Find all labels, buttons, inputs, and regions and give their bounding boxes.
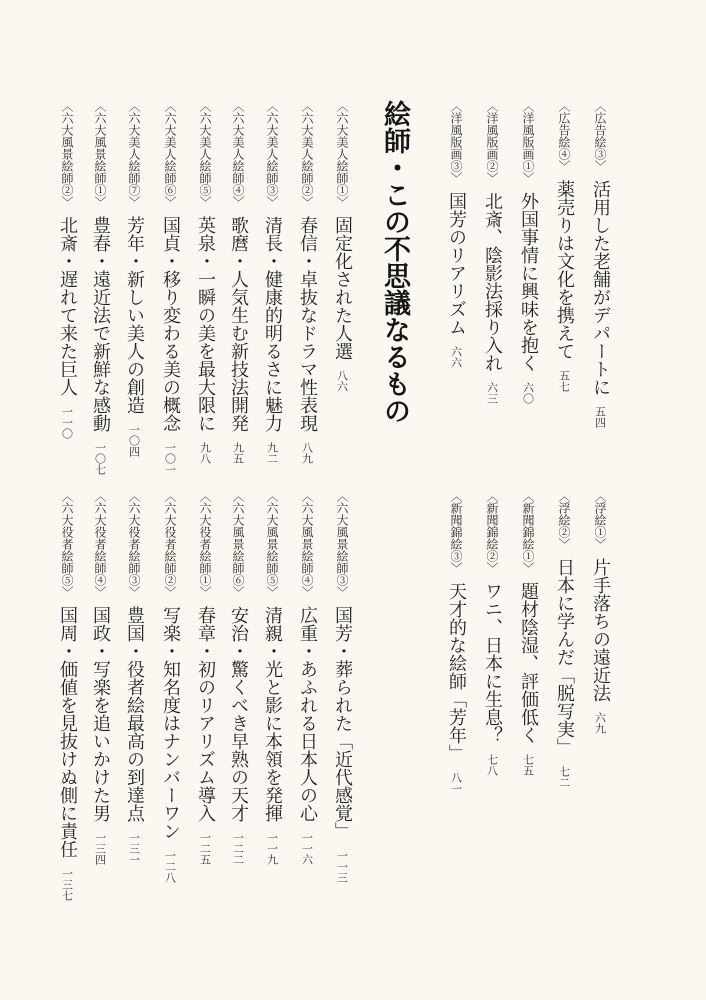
entry-page-number: 九五 (231, 442, 245, 464)
entry-title: 題材陰湿、評価低く (518, 582, 539, 744)
entry-title: 国芳のリアリズム (446, 192, 467, 336)
entry-title: 国貞・移り変わる美の概念 (160, 216, 181, 432)
entry-page-number: 一三四 (93, 832, 107, 865)
entry-category-label: 〈六大美人絵師⑥〉 (163, 100, 177, 208)
entry-title: 春章・初のリアリズム導入 (195, 606, 216, 822)
entry-page-number: 九八 (198, 442, 212, 464)
entry-page-number: 八一 (449, 772, 463, 794)
entry-title: 英泉・一瞬の美を最大限に (195, 216, 216, 432)
entry-page-number: 一一六 (300, 832, 314, 865)
entry-page-number: 一一〇 (60, 406, 74, 439)
entry-category-label: 〈新聞錦絵①〉 (521, 490, 535, 574)
entry-title: 活用した老舗がデパートに (590, 180, 611, 396)
entry-title: 豊国・役者絵最高の到達点 (124, 606, 145, 822)
toc-entry (441, 100, 471, 368)
entry-page-number: 一二二 (231, 832, 245, 865)
entry-page-number: 一三七 (60, 868, 74, 901)
toc-entry (585, 490, 615, 734)
entry-category-label: 〈六大美人絵師②〉 (300, 100, 314, 208)
toc-entry (52, 490, 82, 901)
entry-title: 国周・価値を見抜けぬ側に責任 (57, 606, 78, 858)
entry-title: 片手落ちの遠近法 (590, 558, 611, 702)
entry-category-label: 〈洋風版画③〉 (449, 100, 463, 184)
entry-category-label: 〈六大風景絵師②〉 (60, 100, 74, 208)
entry-category-label: 〈六大美人絵師③〉 (265, 100, 279, 208)
entry-page-number: 一〇一 (163, 442, 177, 475)
entry-category-label: 〈浮絵②〉 (557, 490, 571, 550)
toc-entry (549, 490, 579, 788)
entry-page-number: 五七 (557, 370, 571, 392)
entry-title: 国政・写楽を追いかけた男 (90, 606, 111, 822)
toc-entry (292, 100, 322, 464)
entry-category-label: 〈六大風景絵師①〉 (93, 100, 107, 208)
toc-entry (85, 490, 115, 865)
entry-category-label: 〈六大風景絵師⑤〉 (265, 490, 279, 598)
toc-entry (257, 490, 287, 865)
entry-page-number: 一一九 (265, 832, 279, 865)
toc-entry (190, 490, 220, 865)
entry-page-number: 六〇 (521, 382, 535, 404)
toc-entry (513, 490, 543, 776)
entry-title: 清長・健康的明るさに魅力 (262, 216, 283, 432)
toc-entry (155, 490, 185, 883)
entry-category-label: 〈六大風景絵師⑥〉 (231, 490, 245, 598)
entry-category-label: 〈六大風景絵師③〉 (335, 490, 349, 598)
entry-page-number: 一三一 (127, 832, 141, 865)
entry-page-number: 八九 (300, 442, 314, 464)
entry-title: 北斎、陰影法採り入れ (482, 192, 503, 372)
entry-category-label: 〈六大美人絵師④〉 (231, 100, 245, 208)
entry-page-number: 一二八 (163, 850, 177, 883)
entry-title: 豊春・遠近法で新鮮な感動 (90, 216, 111, 432)
entry-category-label: 〈洋風版画②〉 (485, 100, 499, 184)
toc-entry (327, 490, 357, 883)
toc-entry (85, 100, 115, 475)
entry-page-number: 九二 (265, 442, 279, 464)
entry-category-label: 〈六大役者絵師④〉 (93, 490, 107, 598)
toc-entry (155, 100, 185, 475)
toc-entry (190, 100, 220, 464)
entry-title: 国芳・葬られた「近代感覚」 (332, 606, 353, 840)
entry-category-label: 〈六大役者絵師③〉 (127, 490, 141, 598)
entry-page-number: 七五 (521, 754, 535, 776)
toc-entry (477, 490, 507, 776)
entry-category-label: 〈洋風版画①〉 (521, 100, 535, 184)
toc-entry (257, 100, 287, 464)
entry-title: ワニ、日本に生息？ (482, 582, 503, 744)
entry-category-label: 〈広告絵③〉 (593, 100, 607, 172)
entry-title: 広重・あふれる日本人の心 (297, 606, 318, 822)
toc-entry (549, 100, 579, 392)
entry-page-number: 七二 (557, 766, 571, 788)
entry-title: 安治・驚くべき早熟の天才 (228, 606, 249, 822)
entry-category-label: 〈六大美人絵師①〉 (335, 100, 349, 208)
entry-category-label: 〈広告絵④〉 (557, 100, 571, 172)
entry-title: 日本に学んだ「脱写実」 (554, 558, 575, 756)
entry-page-number: 六六 (449, 346, 463, 368)
entry-page-number: 八六 (335, 370, 349, 392)
entry-title: 写楽・知名度はナンバーワン (160, 606, 181, 840)
entry-title: 歌麿・人気生む新技法開発 (228, 216, 249, 432)
entry-category-label: 〈六大風景絵師④〉 (300, 490, 314, 598)
entry-page-number: 一〇七 (93, 442, 107, 475)
entry-category-label: 〈六大役者絵師⑤〉 (60, 490, 74, 598)
entry-page-number: 一〇四 (127, 424, 141, 457)
toc-entry (223, 100, 253, 464)
toc-entry (223, 490, 253, 865)
entry-page-number: 一二五 (198, 832, 212, 865)
entry-title: 外国事情に興味を抱く (518, 192, 539, 372)
toc-entry (52, 100, 82, 439)
entry-page-number: 六三 (485, 382, 499, 404)
entry-page-number: 六九 (593, 712, 607, 734)
toc-entry (119, 100, 149, 457)
entry-title: 固定化された人選 (332, 216, 353, 360)
toc-entry (119, 490, 149, 865)
entry-page-number: 五四 (593, 406, 607, 428)
entry-category-label: 〈六大役者絵師①〉 (198, 490, 212, 598)
entry-title: 清親・光と影に本領を発揮 (262, 606, 283, 822)
entry-category-label: 〈六大美人絵師⑦〉 (127, 100, 141, 208)
entry-page-number: 一一三 (335, 850, 349, 883)
entry-page-number: 七八 (485, 754, 499, 776)
entry-title: 天才的な絵師「芳年」 (446, 582, 467, 762)
toc-entry (477, 100, 507, 404)
toc-entry (441, 490, 471, 794)
entry-title: 北斎・遅れて来た巨人 (57, 216, 78, 396)
entry-category-label: 〈六大役者絵師②〉 (163, 490, 177, 598)
toc-entry (292, 490, 322, 865)
section-title: 絵師・この不思議なるもの (379, 100, 410, 424)
toc-entry (513, 100, 543, 404)
toc-entry (327, 100, 357, 392)
entry-category-label: 〈浮絵①〉 (593, 490, 607, 550)
entry-title: 芳年・新しい美人の創造 (124, 216, 145, 414)
entry-category-label: 〈新聞錦絵②〉 (485, 490, 499, 574)
entry-title: 薬売りは文化を携えて (554, 180, 575, 360)
entry-title: 春信・卓抜なドラマ性表現 (297, 216, 318, 432)
entry-category-label: 〈新聞錦絵③〉 (449, 490, 463, 574)
toc-entry (585, 100, 615, 428)
entry-category-label: 〈六大美人絵師⑤〉 (198, 100, 212, 208)
